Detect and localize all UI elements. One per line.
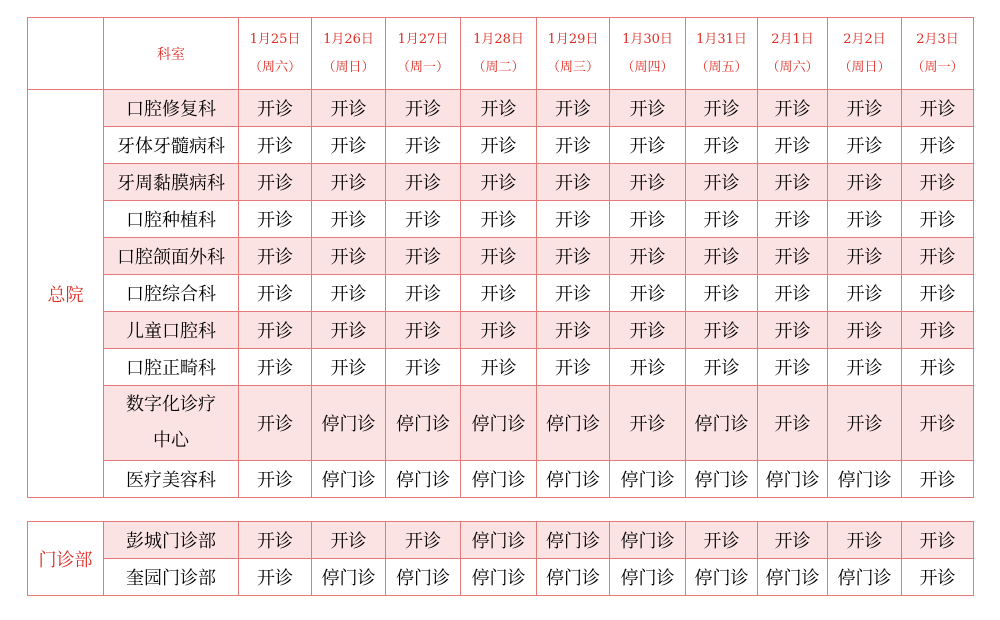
status-cell: 开诊 (461, 238, 537, 275)
status-cell: 开诊 (239, 164, 312, 201)
date-label: 1月26日 (323, 31, 374, 47)
status-cell: 停门诊 (386, 559, 461, 596)
status-cell: 开诊 (758, 127, 828, 164)
status-cell: 开诊 (386, 238, 461, 275)
status-cell: 开诊 (537, 275, 610, 312)
status-cell: 开诊 (758, 238, 828, 275)
status-cell: 停门诊 (461, 559, 537, 596)
status-cell: 停门诊 (386, 386, 461, 461)
status-cell: 开诊 (902, 522, 974, 559)
date-header (610, 18, 686, 90)
status-cell: 开诊 (610, 90, 686, 127)
status-cell: 开诊 (610, 386, 686, 461)
status-cell: 停门诊 (610, 461, 686, 498)
table-row (28, 386, 974, 461)
status-cell: 开诊 (461, 349, 537, 386)
status-cell: 开诊 (686, 312, 758, 349)
status-cell: 停门诊 (537, 522, 610, 559)
status-cell: 开诊 (828, 522, 902, 559)
status-cell: 开诊 (758, 312, 828, 349)
status-cell: 开诊 (610, 312, 686, 349)
date-header (828, 18, 902, 90)
status-cell: 停门诊 (610, 559, 686, 596)
weekday-label: （周一） (911, 59, 964, 75)
table-row (28, 461, 974, 498)
date-label: 1月31日 (696, 31, 747, 47)
status-cell: 开诊 (828, 127, 902, 164)
status-cell: 开诊 (461, 201, 537, 238)
status-cell: 开诊 (239, 201, 312, 238)
status-cell: 开诊 (828, 386, 902, 461)
date-header (386, 18, 461, 90)
status-cell: 开诊 (828, 312, 902, 349)
date-label: 2月2日 (843, 31, 886, 47)
status-cell: 停门诊 (461, 522, 537, 559)
weekday-label: （周四） (621, 59, 674, 75)
status-cell: 开诊 (239, 559, 312, 596)
status-cell: 开诊 (758, 522, 828, 559)
status-cell: 开诊 (386, 312, 461, 349)
status-cell: 开诊 (828, 349, 902, 386)
status-cell: 开诊 (610, 127, 686, 164)
table-row (28, 559, 974, 596)
dept-name: 口腔综合科 (104, 275, 239, 312)
dept-name: 牙周黏膜病科 (104, 164, 239, 201)
status-cell: 开诊 (610, 275, 686, 312)
status-cell: 开诊 (902, 386, 974, 461)
branch-schedule-table (27, 521, 974, 596)
status-cell: 开诊 (686, 90, 758, 127)
status-cell: 开诊 (312, 312, 386, 349)
status-cell: 开诊 (312, 522, 386, 559)
date-label: 2月3日 (916, 31, 959, 47)
status-cell: 停门诊 (828, 461, 902, 498)
schedule-table (27, 17, 974, 498)
dept-name: 口腔颌面外科 (104, 238, 239, 275)
status-cell: 开诊 (758, 349, 828, 386)
status-cell: 停门诊 (461, 386, 537, 461)
dept-name: 口腔修复科 (104, 90, 239, 127)
dept-name: 奎园门诊部 (104, 559, 239, 596)
status-cell: 停门诊 (537, 559, 610, 596)
table-row (28, 522, 974, 559)
status-cell: 停门诊 (312, 386, 386, 461)
dept-name: 数字化诊疗中心 (104, 386, 239, 461)
table-row (28, 275, 974, 312)
status-cell: 开诊 (828, 90, 902, 127)
table-row (28, 312, 974, 349)
weekday-label: （周六） (766, 59, 819, 75)
date-header (239, 18, 312, 90)
status-cell: 开诊 (902, 275, 974, 312)
dept-name: 儿童口腔科 (104, 312, 239, 349)
dept-name: 口腔种植科 (104, 201, 239, 238)
weekday-label: （周日） (322, 59, 375, 75)
status-cell: 开诊 (828, 201, 902, 238)
status-cell: 开诊 (537, 312, 610, 349)
weekday-label: （周五） (695, 59, 748, 75)
status-cell: 开诊 (610, 201, 686, 238)
status-cell: 开诊 (312, 164, 386, 201)
status-cell: 开诊 (461, 312, 537, 349)
date-header (902, 18, 974, 90)
status-cell: 停门诊 (386, 461, 461, 498)
status-cell: 开诊 (239, 312, 312, 349)
status-cell: 开诊 (686, 238, 758, 275)
status-cell: 开诊 (386, 127, 461, 164)
status-cell: 开诊 (537, 238, 610, 275)
date-label: 1月28日 (473, 31, 524, 47)
status-cell: 停门诊 (537, 461, 610, 498)
status-cell: 开诊 (828, 238, 902, 275)
status-cell: 开诊 (537, 201, 610, 238)
main-group-label: 总院 (28, 90, 104, 498)
status-cell: 开诊 (902, 559, 974, 596)
status-cell: 开诊 (537, 127, 610, 164)
status-cell: 开诊 (828, 275, 902, 312)
status-cell: 开诊 (758, 275, 828, 312)
status-cell: 开诊 (902, 90, 974, 127)
date-label: 1月30日 (622, 31, 673, 47)
weekday-label: （周日） (838, 59, 891, 75)
date-label: 1月29日 (547, 31, 599, 47)
status-cell: 开诊 (461, 127, 537, 164)
table-row (28, 349, 974, 386)
status-cell: 停门诊 (828, 559, 902, 596)
weekday-label: （周三） (546, 59, 599, 75)
status-cell: 开诊 (312, 275, 386, 312)
table-row (28, 238, 974, 275)
status-cell: 开诊 (828, 164, 902, 201)
status-cell: 开诊 (902, 461, 974, 498)
dept-column-header: 科室 (104, 18, 239, 90)
status-cell: 开诊 (686, 349, 758, 386)
status-cell: 停门诊 (686, 559, 758, 596)
status-cell: 开诊 (610, 349, 686, 386)
status-cell: 开诊 (386, 275, 461, 312)
status-cell: 开诊 (239, 386, 312, 461)
status-cell: 开诊 (537, 90, 610, 127)
status-cell: 开诊 (686, 201, 758, 238)
status-cell: 开诊 (386, 349, 461, 386)
status-cell: 开诊 (386, 201, 461, 238)
weekday-label: （周六） (248, 59, 301, 75)
status-cell: 停门诊 (686, 461, 758, 498)
status-cell: 停门诊 (758, 559, 828, 596)
dept-name: 医疗美容科 (104, 461, 239, 498)
status-cell: 开诊 (902, 312, 974, 349)
table-row (28, 90, 974, 127)
status-cell: 开诊 (686, 275, 758, 312)
status-cell: 开诊 (386, 164, 461, 201)
date-label: 1月27日 (397, 31, 449, 47)
date-header (537, 18, 610, 90)
status-cell: 开诊 (686, 522, 758, 559)
status-cell: 开诊 (239, 90, 312, 127)
status-cell: 开诊 (312, 201, 386, 238)
status-cell: 开诊 (686, 127, 758, 164)
status-cell: 开诊 (239, 127, 312, 164)
status-cell: 开诊 (239, 238, 312, 275)
status-cell: 开诊 (902, 349, 974, 386)
status-cell: 开诊 (386, 90, 461, 127)
date-header (461, 18, 537, 90)
dept-name: 彭城门诊部 (104, 522, 239, 559)
status-cell: 开诊 (312, 349, 386, 386)
status-cell: 开诊 (239, 275, 312, 312)
status-cell: 开诊 (758, 164, 828, 201)
table-row (28, 201, 974, 238)
status-cell: 开诊 (312, 238, 386, 275)
status-cell: 开诊 (537, 349, 610, 386)
status-cell: 开诊 (902, 238, 974, 275)
status-cell: 开诊 (239, 522, 312, 559)
corner-cell (28, 18, 104, 90)
status-cell: 开诊 (239, 461, 312, 498)
status-cell: 开诊 (610, 238, 686, 275)
status-cell: 停门诊 (758, 461, 828, 498)
status-cell: 开诊 (461, 90, 537, 127)
status-cell: 开诊 (610, 164, 686, 201)
status-cell: 停门诊 (610, 522, 686, 559)
weekday-label: （周二） (472, 59, 525, 75)
date-header (312, 18, 386, 90)
status-cell: 停门诊 (537, 386, 610, 461)
status-cell: 开诊 (537, 164, 610, 201)
status-cell: 停门诊 (312, 461, 386, 498)
status-cell: 开诊 (686, 164, 758, 201)
date-header (686, 18, 758, 90)
status-cell: 开诊 (902, 127, 974, 164)
date-label: 2月1日 (771, 31, 814, 47)
table-row (28, 127, 974, 164)
status-cell: 停门诊 (312, 559, 386, 596)
status-cell: 开诊 (312, 90, 386, 127)
status-cell: 开诊 (902, 164, 974, 201)
status-cell: 停门诊 (686, 386, 758, 461)
status-cell: 开诊 (461, 164, 537, 201)
status-cell: 开诊 (239, 349, 312, 386)
status-cell: 开诊 (902, 201, 974, 238)
table-row (28, 164, 974, 201)
status-cell: 停门诊 (461, 461, 537, 498)
header-row (28, 18, 974, 90)
status-cell: 开诊 (758, 201, 828, 238)
status-cell: 开诊 (461, 275, 537, 312)
dept-name: 牙体牙髓病科 (104, 127, 239, 164)
status-cell: 开诊 (312, 127, 386, 164)
weekday-label: （周一） (396, 59, 449, 75)
status-cell: 开诊 (758, 386, 828, 461)
status-cell: 开诊 (758, 90, 828, 127)
date-header (758, 18, 828, 90)
dept-name: 口腔正畸科 (104, 349, 239, 386)
branch-group-label: 门诊部 (28, 522, 104, 596)
date-label: 1月25日 (249, 31, 301, 47)
status-cell: 开诊 (386, 522, 461, 559)
